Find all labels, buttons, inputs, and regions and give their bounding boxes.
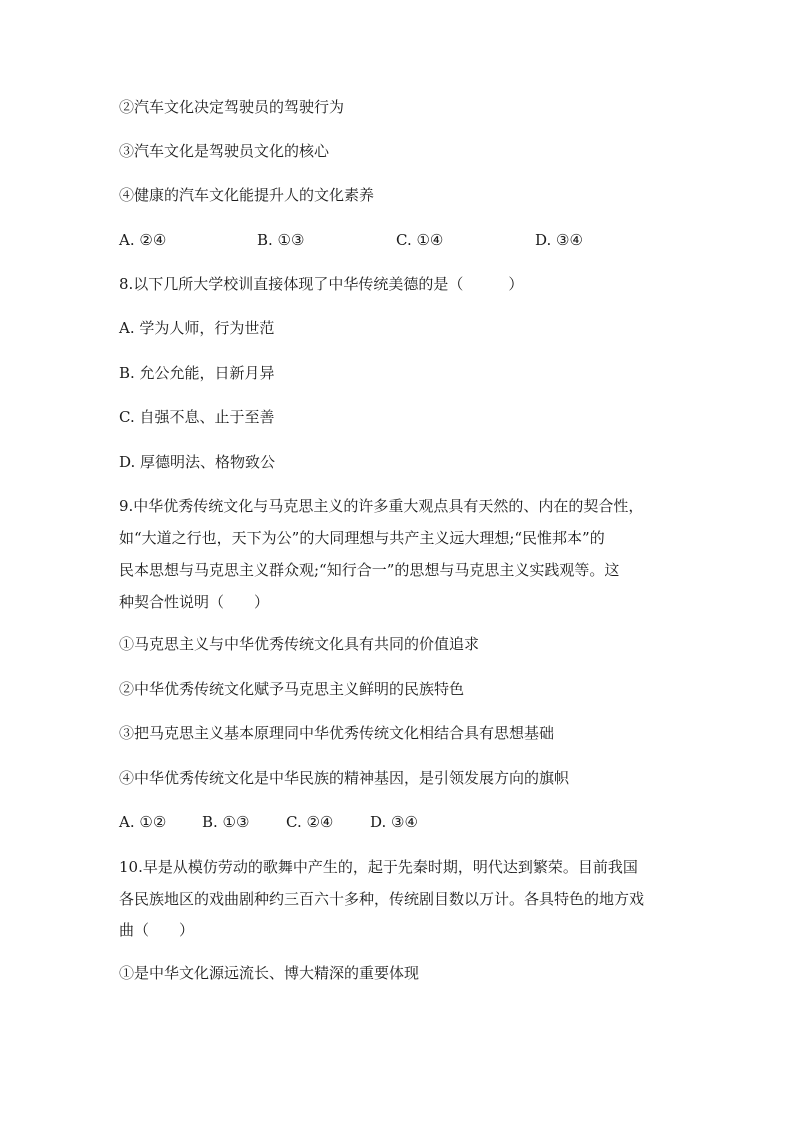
q9-item-1: ①马克思主义与中华优秀传统文化具有共同的价值追求: [119, 635, 480, 653]
q8-option-d: D. 厚德明法、格物致公: [119, 453, 276, 471]
q9-choice-a: A. ①②: [119, 813, 167, 831]
q8-option-b: B. 允公允能，日新月异: [119, 364, 275, 382]
q9-item-2: ②中华优秀传统文化赋予马克思主义鲜明的民族特色: [119, 680, 465, 698]
q10-item-1: ①是中华文化源远流长、博大精深的重要体现: [119, 964, 420, 982]
q10-stem-line-1: 10.早是从模仿劳动的歌舞中产生的，起于先秦时期，明代达到繁荣。目前我国: [119, 858, 638, 876]
q7-choice-b: B. ①③: [257, 231, 305, 249]
q9-item-3: ③把马克思主义基本原理同中华优秀传统文化相结合具有思想基础: [119, 724, 555, 742]
q9-stem-line-2: 如“大道之行也，天下为公”的大同理想与共产主义远大理想;“民惟邦本”的: [119, 529, 605, 547]
q7-item-4: ④健康的汽车文化能提升人的文化素养: [119, 186, 375, 204]
q8-option-a: A. 学为人师，行为世范: [119, 319, 275, 337]
q7-choice-d: D. ③④: [535, 231, 583, 249]
q9-stem-line-3: 民本思想与马克思主义群众观;“知行合一”的思想与马克思主义实践观等。这: [119, 561, 620, 579]
q9-choice-d: D. ③④: [370, 813, 418, 831]
q7-item-2: ②汽车文化决定驾驶员的驾驶行为: [119, 98, 345, 116]
q9-choice-c: C. ②④: [286, 813, 334, 831]
q7-choice-c: C. ①④: [396, 231, 444, 249]
q8-option-c: C. 自强不息、止于至善: [119, 408, 275, 426]
q9-item-4: ④中华优秀传统文化是中华民族的精神基因，是引领发展方向的旗帜: [119, 769, 570, 787]
q9-stem-line-1: 9.中华优秀传统文化与马克思主义的许多重大观点具有天然的、内在的契合性，: [119, 497, 644, 515]
q10-stem-line-2: 各民族地区的戏曲剧种约三百六十多种，传统剧目数以万计。各具特色的地方戏: [119, 890, 645, 908]
q8-stem: 8.以下几所大学校训直接体现了中华传统美德的是（ ）: [119, 275, 524, 293]
q7-choice-a: A. ②④: [119, 231, 167, 249]
q9-choice-b: B. ①③: [202, 813, 250, 831]
q9-choices: [119, 812, 418, 832]
q10-stem-line-3: 曲（ ）: [119, 921, 195, 939]
q7-item-3: ③汽车文化是驾驶员文化的核心: [119, 142, 330, 160]
q9-stem-line-4: 种契合性说明（ ）: [119, 593, 270, 611]
q7-choices: [119, 230, 583, 250]
